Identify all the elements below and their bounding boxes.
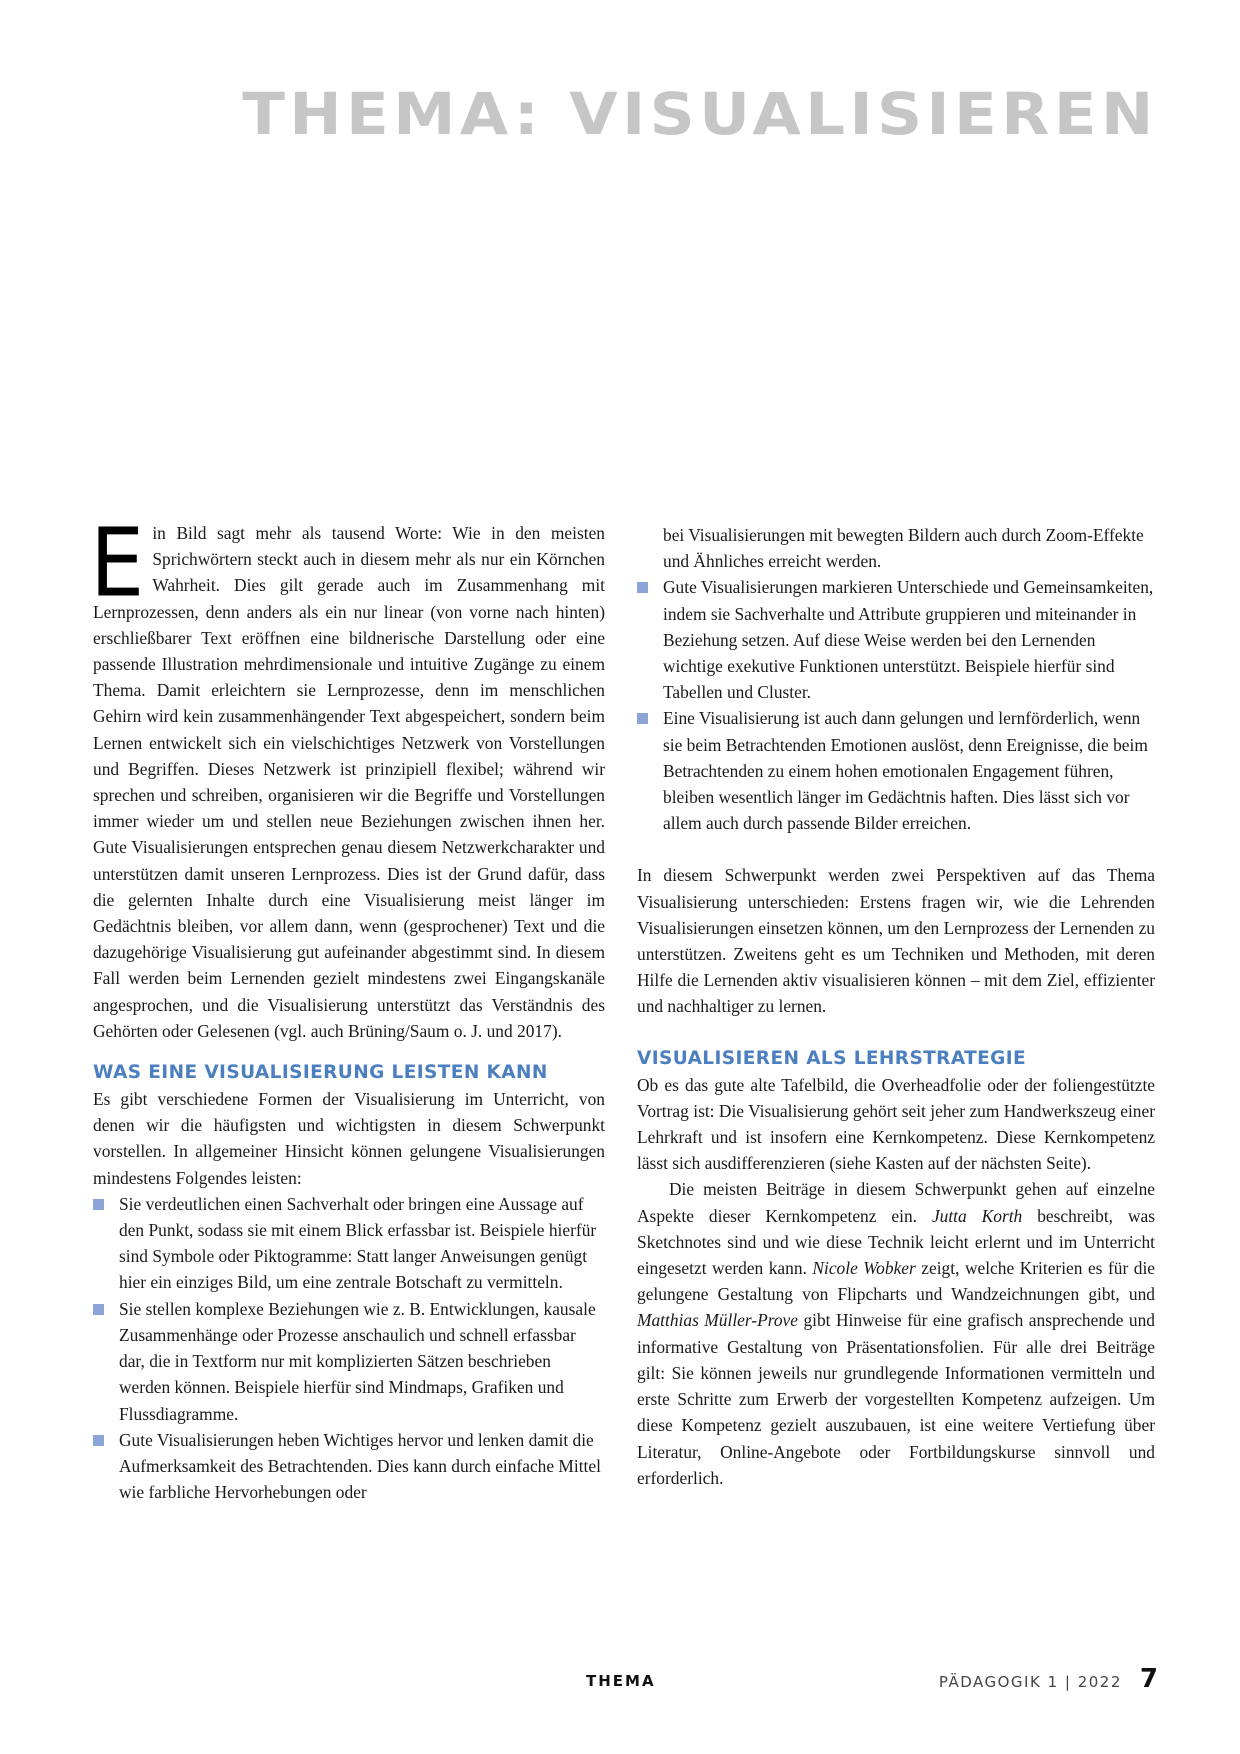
list-item: Gute Visualisierungen heben Wichtiges hervor und lenken damit die Aufmerksamkeit des Betrachtenden. Dies kann durch einfache Mittel wie farbliche Hervorhebungen oder [93, 1427, 605, 1506]
page-title: THEMA: VISUALISIEREN [242, 80, 1158, 148]
list-item: Eine Visualisierung ist auch dann gelungen und lernförderlich, wenn sie beim Betrachtenden Emotionen auslöst, denn Ereignisse, die beim Betrachtenden zu einem hohen emotionalen Engagement führen, bleiben wesentlich länger im Gedächtnis haften. Dies lässt sich vor allem auch durch passende Bilder erreichen. [637, 705, 1155, 836]
author-name: Matthias Müller-Prove [637, 1310, 798, 1331]
square-bullet-icon [93, 1304, 104, 1315]
footer-publication [939, 1664, 1158, 1694]
right-column [637, 522, 1155, 1491]
benefits-list-continued [637, 574, 1155, 836]
footer-section-label: THEMA [586, 1672, 656, 1690]
drop-cap: E [90, 508, 145, 619]
section-heading-leisten: WAS EINE VISUALISIERUNG LEISTEN KANN [93, 1062, 548, 1084]
section-heading-lehrstrategie: VISUALISIEREN ALS LEHRSTRATEGIE [637, 1047, 1027, 1069]
square-bullet-icon [637, 582, 648, 593]
list-item: Sie stellen komplexe Beziehungen wie z. B. Entwicklungen, kausale Zusammenhänge oder Prozesse anschaulich und schnell erfassbar dar, die in Textform nur mit komplizierten Sätzen beschrieben werden können. Beispiele hierfür sind Mindmaps, Grafiken und Flussdiagramme. [93, 1296, 605, 1427]
square-bullet-icon [93, 1435, 104, 1446]
lehrstrategie-paragraph-2: Die meisten Beiträge in diesem Schwerpunkt gehen auf einzelne Aspekte dieser Kernkompetenz ein. Jutta Korth beschreibt, was Sketchnotes sind und wie diese Technik leicht erlernt und im Unterricht eingesetzt werden kann. Nicole Wobker zeigt, welche Kriterien es für die gelungene Gestaltung von Flipcharts und Wandzeichnungen gibt, und Matthias Müller-Prove gibt Hinweise für eine grafisch ansprechende und informative Gestaltung von Präsentationsfolien. Für alle drei Beiträge gilt: Sie können jeweils nur grundlegende Informationen vermitteln und erste Schritte zum Erwerb der vorgestellten Kompetenz aufzeigen. Um diese Kompetenz gezielt auszubauen, ist eine weitere Vertiefung über Literatur, Online-Angebote oder Fortbildungskurse sinnvoll und erforderlich. [637, 1179, 1155, 1488]
page-number: 7 [1139, 1664, 1158, 1694]
publication-issue: PÄDAGOGIK 1 | 2022 [938, 1673, 1122, 1691]
spacer [637, 836, 1155, 862]
author-name: Jutta Korth [931, 1205, 1023, 1226]
square-bullet-icon [93, 1199, 104, 1210]
list-item: Sie verdeutlichen einen Sachverhalt oder bringen eine Aussage auf den Punkt, sodass sie mit einem Blick erfassbar ist. Beispiele hierfür sind Symbole oder Piktogramme: Statt langer Anweisungen genügt hier ein einziges Bild, um eine zentrale Botschaft zu vermitteln. [93, 1191, 605, 1296]
left-column [90, 508, 605, 1505]
benefits-list [93, 1191, 605, 1505]
list-item: Gute Visualisierungen markieren Unterschiede und Gemeinsamkeiten, indem sie Sachverhalte und Attribute gruppieren und miteinander in Beziehung setzen. Auf diese Weise werden bei den Lernenden wichtige exekutive Funktionen unterstützt. Beispiele hierfür sind Tabellen und Cluster. [637, 574, 1155, 705]
perspectives-paragraph: In diesem Schwerpunkt werden zwei Perspektiven auf das Thema Visualisierung unterschieden: Erstens fragen wir, wie die Lehrenden Visualisierungen einsetzen können, um den Lernprozess der Lernenden zu unterstützen. Zweitens geht es um Techniken und Methoden, mit deren Hilfe die Lernenden aktiv visualisieren können – mit dem Ziel, effizienter und nachhaltiger zu lernen. [637, 865, 1155, 1017]
lehrstrategie-paragraph-1: Ob es das gute alte Tafelbild, die Overheadfolie oder der foliengestützte Vortrag ist: Die Visualisierung gehört seit jeher zum Handwerkszeug einer Lehrkraft und ist insofern eine Kernkompetenz. Diese Kernkompetenz lässt sich ausdifferenzieren (siehe Kasten auf der nächsten Seite). [637, 1074, 1155, 1174]
bullet-continuation: bei Visualisierungen mit bewegten Bildern auch durch Zoom-Effekte und Ähnliches erreicht werden. [663, 525, 1144, 572]
intro-text: in Bild sagt mehr als tausend Worte: Wie in den meisten Sprichwörtern steckt auch in diesem mehr als nur ein Körnchen Wahrheit. Dies gilt gerade auch im Zusammenhang mit Lernprozessen, denn anders als ein nur linear (von vorne nach hinten) erschließbarer Text eröffnen eine bildnerische Darstellung oder eine passende Illustration mehrdimensionale und intuitive Zugänge zu einem Thema. Damit erleichtern sie Lernprozesse, denn im menschlichen Gehirn wird kein zusammenhängender Text abgespeichert, sondern beim Lernen entwickelt sich ein vielschichtiges Netzwerk von Vorstellungen und Begriffen. Dieses Netzwerk ist prinzipiell flexibel; während wir sprechen und schreiben, organisieren wir die Begriffe und Vorstellungen immer wieder um und stellen neue Beziehungen zwischen ihnen her. Gute Visualisierungen entsprechen genau diesem Netzwerkcharakter und unterstützen damit unseren Lernprozess. Dies ist der Grund dafür, dass die gelernten Inhalte durch eine Visualisierung meist länger im Gedächtnis bleiben, vor allem dann, wenn (gesprochener) Text und die dazugehörige Visualisierung gut aufeinander abgestimmt sind. In diesem Fall werden beim Lernenden gezielt mindestens zwei Eingangskanäle angesprochen, und die Visualisierung unterstützt das Verständnis des Gehörten oder Gelesenen (vgl. auch Brüning/Saum o. J. und 2017). [93, 523, 605, 1041]
square-bullet-icon [637, 713, 648, 724]
intro-paragraph [90, 508, 605, 1044]
author-name: Nicole Wobker [812, 1258, 916, 1279]
section1-intro: Es gibt verschiedene Formen der Visualisierung im Unterricht, von denen wir die häufigsten und wichtigsten in diesem Schwerpunkt vorstellen. In allgemeiner Hinsicht können gelungene Visualisierungen mindestens Folgendes leisten: [93, 1089, 605, 1188]
